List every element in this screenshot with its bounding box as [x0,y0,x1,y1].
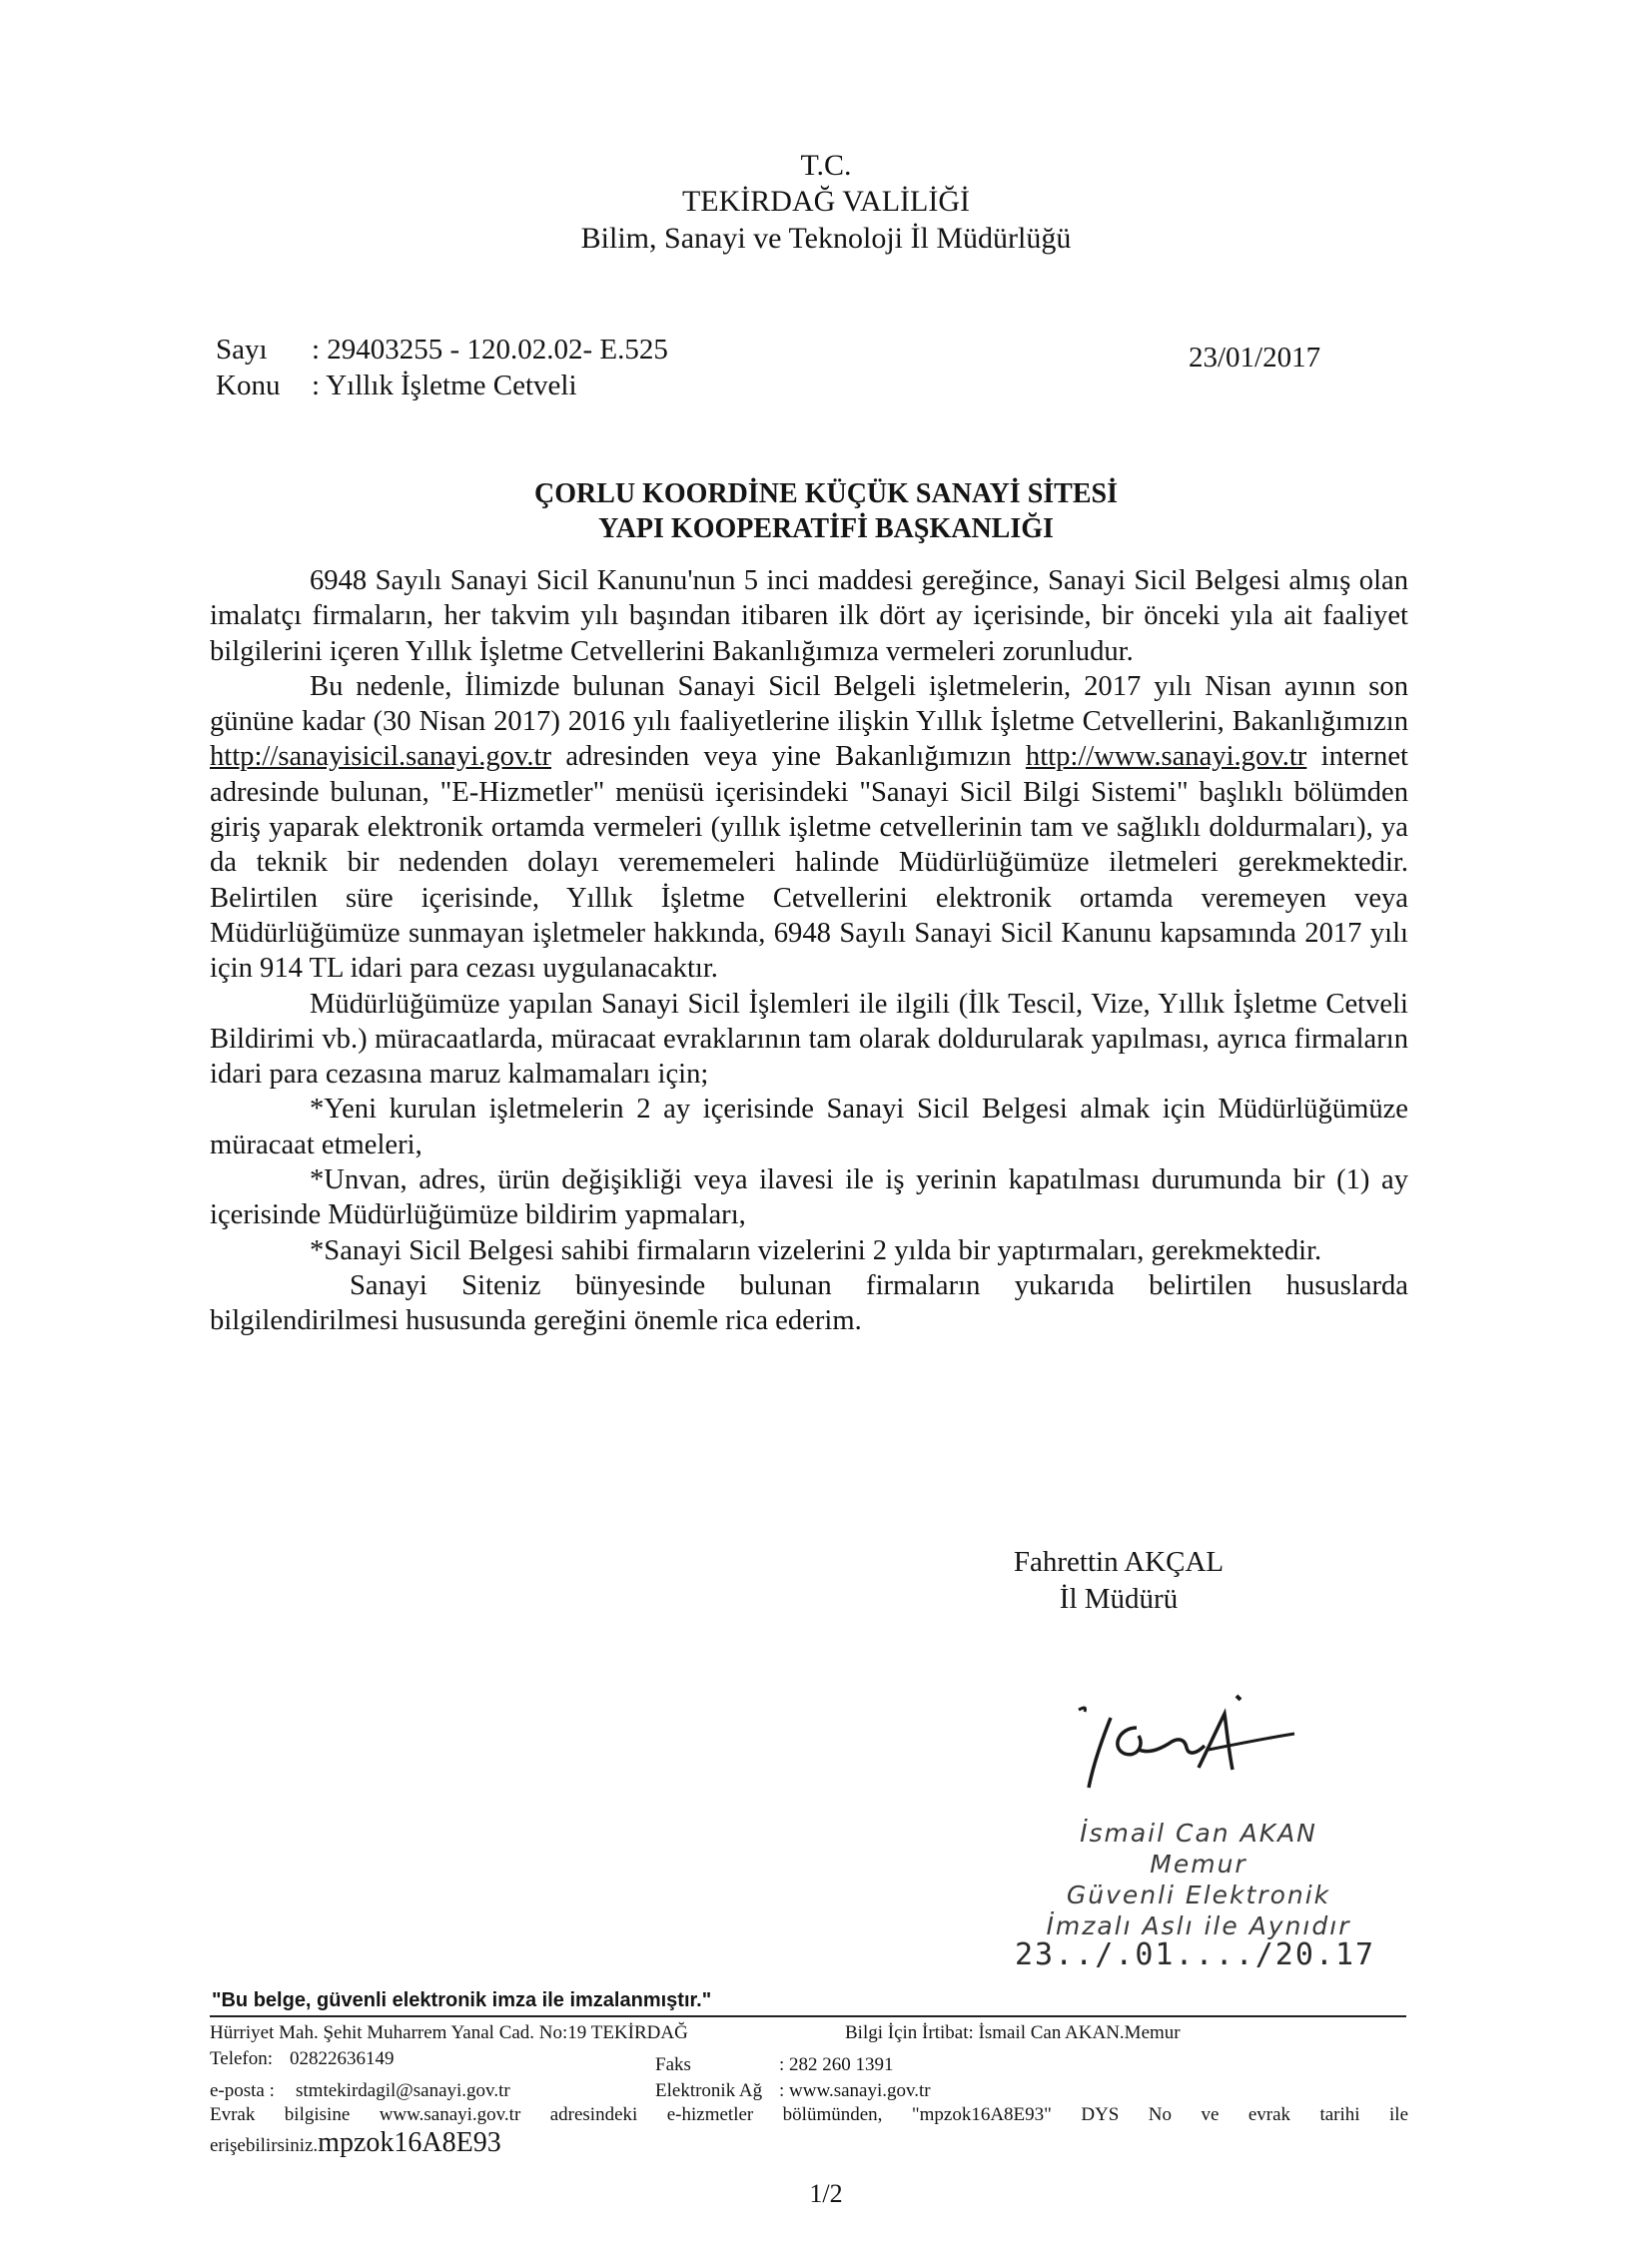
addressee-line2: YAPI KOOPERATİFİ BAŞKANLIĞI [598,513,1054,544]
sayi-value: : 29403255 - 120.02.02- E.525 [312,334,668,366]
sanayi-gov-link[interactable]: http://www.sanayi.gov.tr [1025,741,1307,773]
konu-label: Konu [216,370,281,401]
stamp-title: Memur [1150,1850,1247,1879]
paragraph-2-part-c: internet adresinde bulunan, "E-Hizmetler" menüsü içerisindeki "Sanayi Sicil Bilgi Sistemi" başlıklı bölümden giriş yaparak elektronik ortamda vermeleri (yıllık işletme cetvellerinin tam ve sağlıklı doldurmaları), ya da teknik bir nedenden dolayı verememeleri halinde Müdürlüğümüze iletmeleri gerekmektedir. Belirtilen süre içerisinde, Yıllık İşletme Cetvellerini elektronik ortamda veremeyen veya Müdürlüğümüze sunmayan işletmeler hakkında, 6948 Sayılı Sanayi Sicil Kanunu kapsamında 2017 yılı için 914 TL idari para cezası uygulanacaktır. [210,741,1408,985]
letter-body [210,563,1408,1339]
footer-web-value[interactable]: : www.sanayi.gov.tr [779,2080,931,2101]
footer-email-value[interactable]: stmtekirdagil@sanayi.gov.tr [296,2080,510,2101]
sayi-label: Sayı [216,334,268,366]
footer-email-label: e-posta : [210,2080,275,2101]
paragraph-3: Müdürlüğümüze yapılan Sanayi Sicil İşlemleri ile ilgili (İlk Tescil, Vize, Yıllık İşletme Cetveli Bildirimi vb.) müracaatlarda, müracaat evraklarının tam olarak doldurularak yapılması, ayrıca firmaların idari para cezasına maruz kalmamaları için; [210,988,1408,1091]
stamp-secure-signature: Güvenli Elektronik [1066,1881,1331,1909]
page-number: 1/2 [809,2179,843,2208]
bullet-2: *Unvan, adres, ürün değişikliği veya ilavesi ile iş yerinin kapatılması durumunda bir (1) ay içerisinde Müdürlüğümüze bildirim yapmaları, [210,1164,1408,1231]
footer-address: Hürriyet Mah. Şehit Muharrem Yanal Cad. No:19 TEKİRDAĞ [210,2022,688,2043]
paragraph-2 [210,669,1408,987]
footer-divider [210,2015,1406,2017]
footer-verify-prefix: erişebilirsiniz. [210,2135,319,2156]
signatory-name: Fahrettin AKÇAL [1013,1546,1225,1578]
paragraph-1: 6948 Sayılı Sanayi Sicil Kanunu'nun 5 inci maddesi gereğince, Sanayi Sicil Belgesi almış olan imalatçı firmaların, her takvim yılı başından itibaren ilk dört ay içerisinde, bir önceki yıla ait faaliyet bilgilerini içeren Yıllık İşletme Cetvellerini Bakanlığımıza vermeleri zorunludur. [210,565,1408,667]
footer-fax-label: Faks [655,2054,691,2075]
bullet-1: *Yeni kurulan işletmelerin 2 ay içerisinde Sanayi Sicil Belgesi almak için Müdürlüğümüze müracaat etmeleri, [210,1094,1408,1160]
footer-verify-line [210,2127,501,2158]
paragraph-2-part-a: Bu nedenle, İlimizde bulunan Sanayi Sicil Belgeli işletmelerin, 2017 yılı Nisan ayının son gününe kadar (30 Nisan 2017) 2016 yılı faaliyetlerine ilişkin Yıllık İşletme Cetvellerini, Bakanlığımızın [210,670,1408,738]
handwritten-signature [1059,1688,1318,1798]
footer-verify-code: mpzok16A8E93 [318,2127,501,2158]
footer-web-label: Elektronik Ağ [655,2080,763,2101]
stamp-certified: İmzalı Aslı ile Aynıdır [1046,1911,1351,1940]
e-signature-notice: "Bu belge, güvenli elektronik imza ile imzalanmıştır." [212,1989,712,2011]
sanayisicil-link[interactable]: http://sanayisicil.sanayi.gov.tr [210,741,552,773]
bullet-3: *Sanayi Sicil Belgesi sahibi firmaların vizelerini 2 yılda bir yaptırmaları, gerekmektedir. [310,1234,1322,1266]
konu-value: : Yıllık İşletme Cetveli [312,370,577,401]
footer-phone-label: Telefon: [210,2048,274,2069]
paragraph-4: Sanayi Siteniz bünyesinde bulunan firmaların yukarıda belirtilen hususlarda bilgilendirilmesi hususunda gereğini önemle rica ederim. [210,1269,1408,1337]
header-governorship: TEKİRDAĞ VALİLİĞİ [681,185,971,218]
footer-contact: Bilgi İçin İrtibat: İsmail Can AKAN.Memur [845,2022,1181,2043]
footer-verify-text: Evrak bilgisine www.sanayi.gov.tr adresindeki e-hizmetler bölümünden, "mpzok16A8E93" DYS No ve evrak tarihi ile [210,2104,1408,2125]
paragraph-2-part-b: adresinden veya yine Bakanlığımızın [565,741,1012,773]
footer-fax-value: : 282 260 1391 [779,2054,894,2075]
signatory-title: İl Müdürü [1059,1583,1179,1615]
addressee-line1: ÇORLU KOORDİNE KÜÇÜK SANAYİ SİTESİ [534,478,1118,509]
footer-phone-value: 02822636149 [290,2048,395,2069]
document-date: 23/01/2017 [1189,342,1321,374]
header-tc: T.C. [800,149,852,182]
header-directorate: Bilim, Sanayi ve Teknoloji İl Müdürlüğü [580,222,1072,255]
stamp-date: 23../.01..../20.17 [1015,1937,1376,1972]
stamp-name: İsmail Can AKAN [1080,1819,1317,1848]
